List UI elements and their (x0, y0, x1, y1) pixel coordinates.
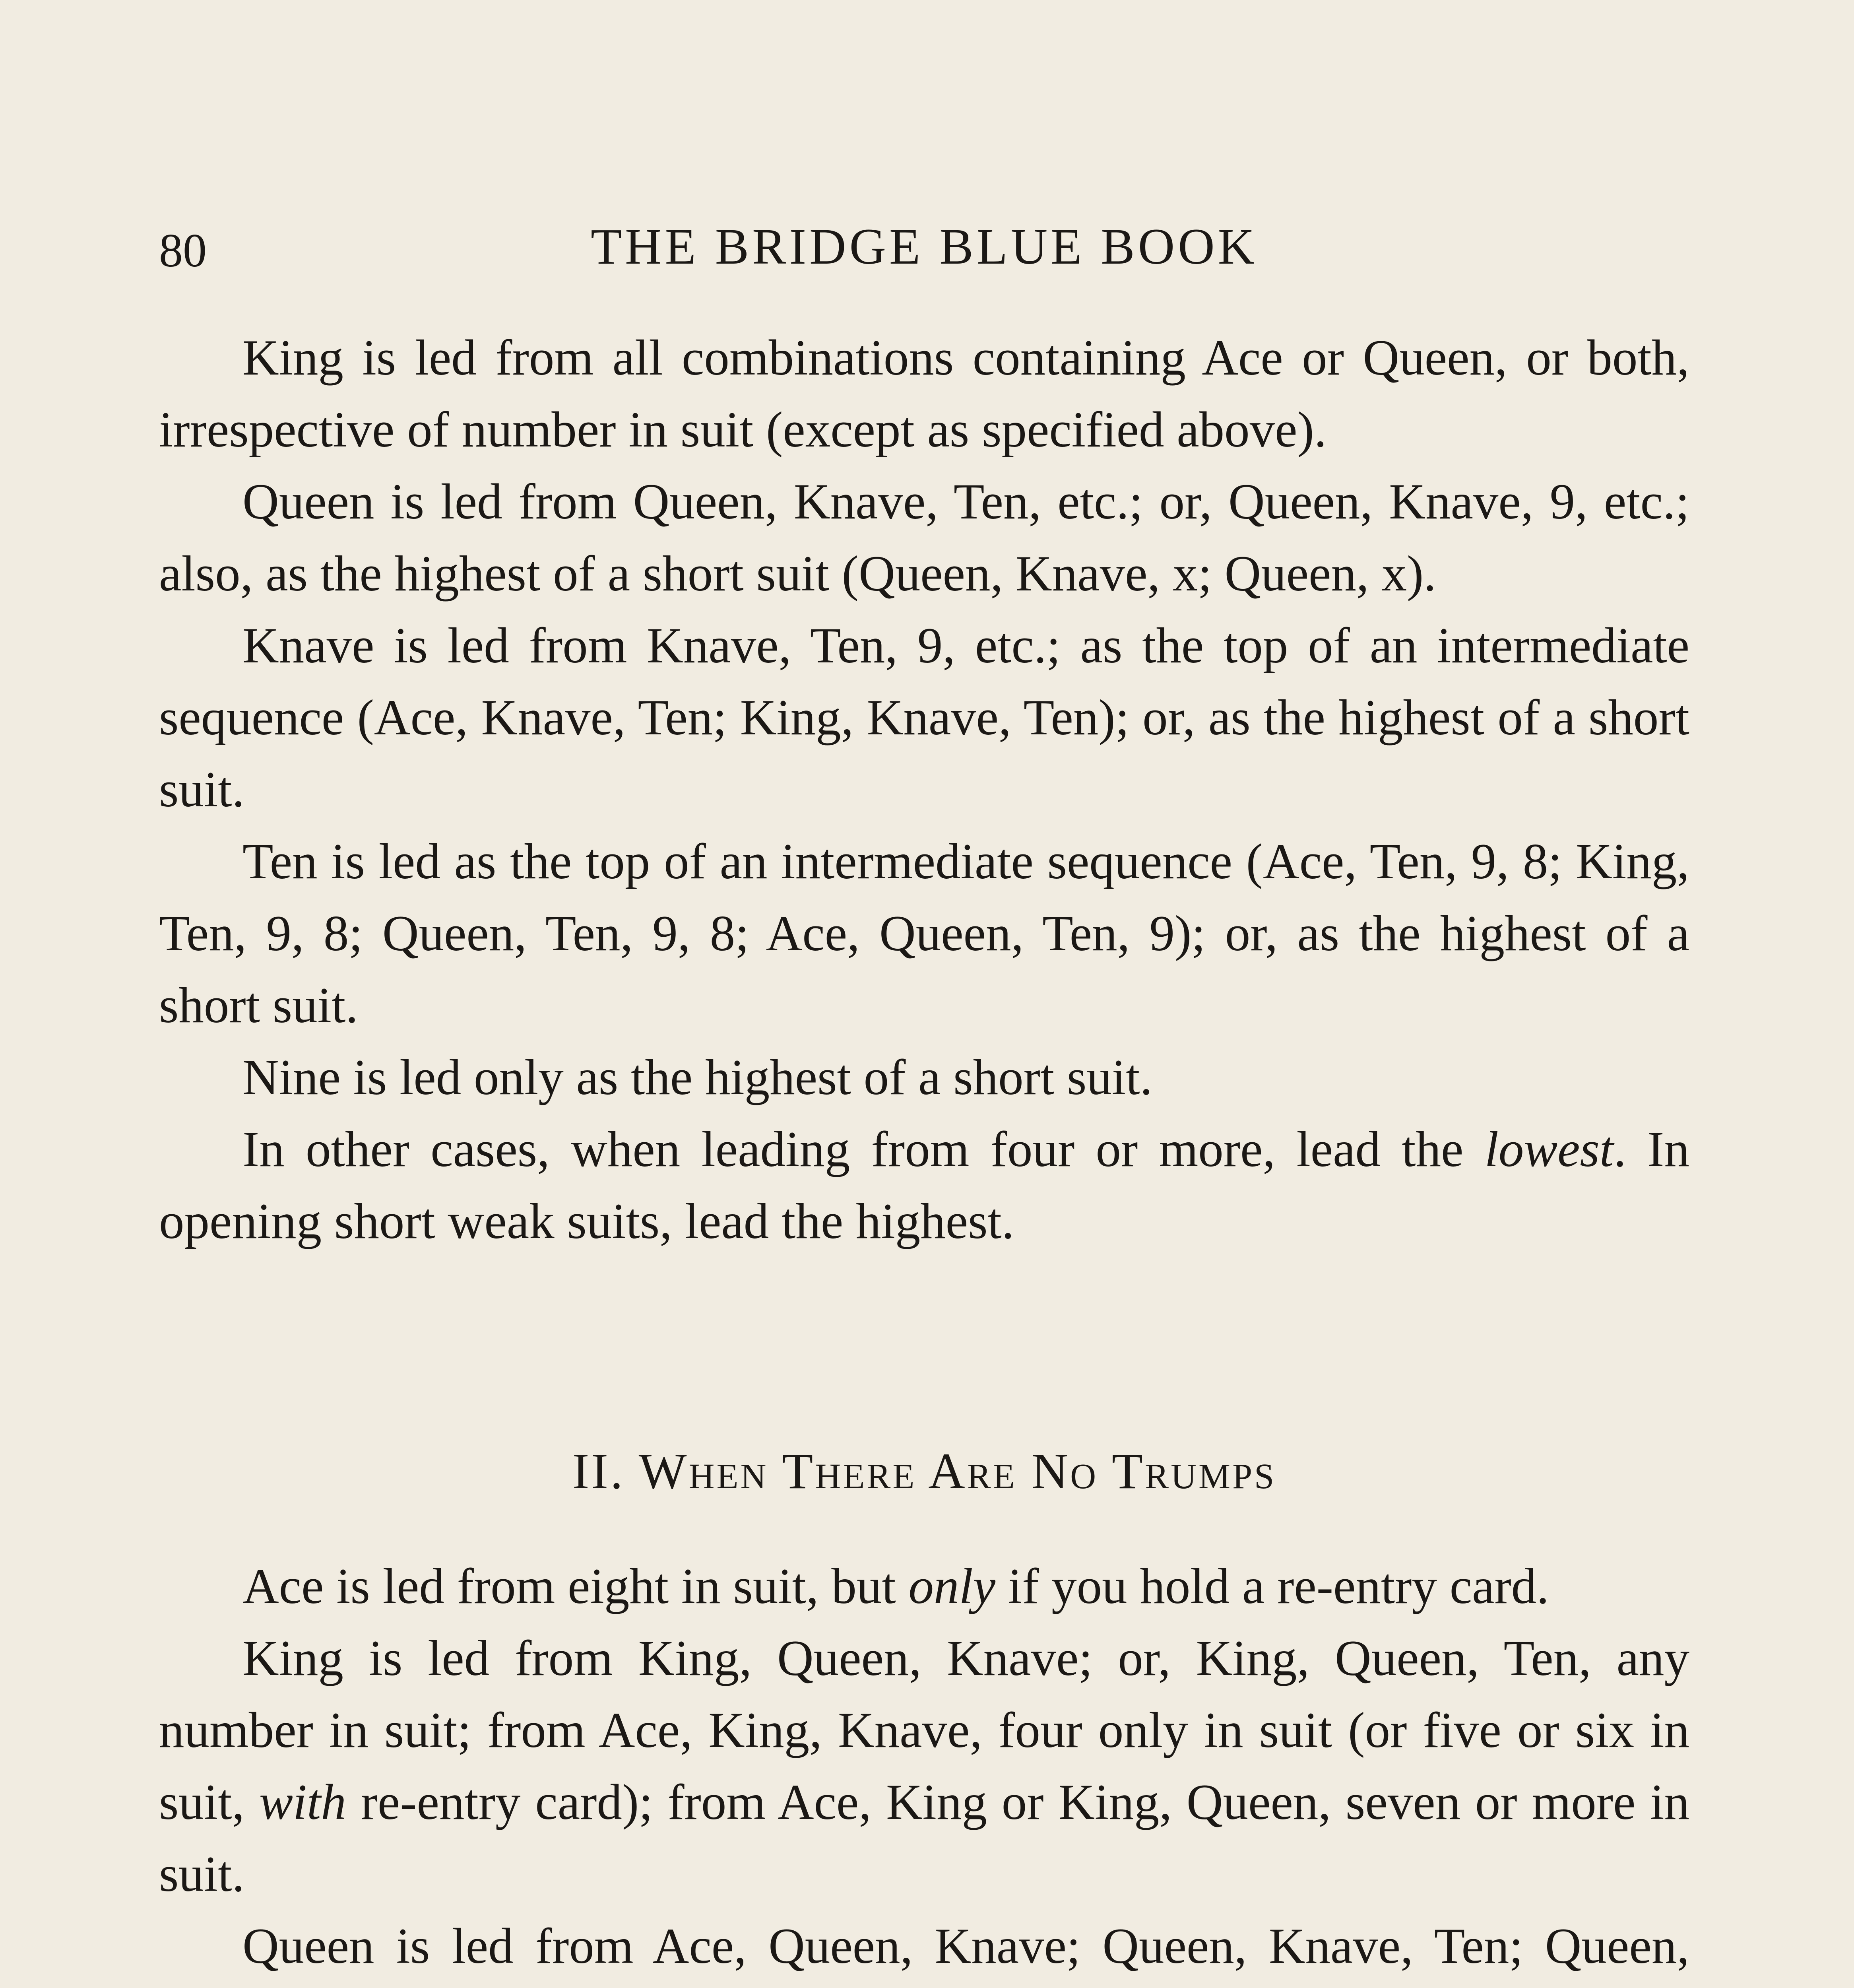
text-run: Queen is led from Ace, Queen, Knave; Queen, Knave, Ten; Queen, (242, 1918, 1689, 1974)
paragraph (159, 466, 1689, 610)
section-heading: II. When There Are No Trumps (572, 1443, 1276, 1499)
paragraph (159, 1114, 1689, 1258)
italic-text: lowest (1484, 1122, 1614, 1177)
paragraph (159, 322, 1689, 466)
paragraph (159, 1910, 1689, 1988)
paragraph (159, 1551, 1689, 1623)
text-run: King is led from King, Queen, Knave; or, King, Queen, Ten, any number in suit; from Ace, King, Knave, four only in suit (or five or six in suit, (159, 1631, 1689, 1830)
text-run: Ten is led as the top of an intermediate sequence (Ace, Ten, 9, 8; King, Ten, 9, 8; Queen, Ten, 9, 8; Ace, Queen, Ten, 9); or, as the highest of a short suit. (159, 834, 1689, 1033)
running-title: THE BRIDGE BLUE BOOK (590, 218, 1258, 275)
text-run: King is led from all combinations containing Ace or Queen, or both, irrespective of number in suit (except as specified above). (159, 330, 1689, 458)
text-run: re-entry card); from Ace, King or King, Queen, seven or more in suit. (159, 1774, 1690, 1902)
section-two-text (159, 1551, 1689, 1988)
paragraph (159, 610, 1689, 826)
text-run: Knave is led from Knave, Ten, 9, etc.; as the top of an intermediate sequence (Ace, Knave, Ten; King, Knave, Ten); or, as the highest of a short suit. (159, 618, 1689, 817)
text-run: Ace is led from eight in suit, but (242, 1559, 909, 1614)
italic-text: only (908, 1559, 996, 1614)
paragraph (159, 826, 1689, 1042)
italic-text: with (259, 1774, 346, 1830)
text-run: In other cases, when leading from four or more, lead the (242, 1122, 1485, 1177)
paragraph (159, 1623, 1689, 1910)
paragraph (159, 1042, 1689, 1114)
text-run: Queen is led from Queen, Knave, Ten, etc.; or, Queen, Knave, 9, etc.; also, as the highest of a short suit (Queen, Knave, x; Queen, x). (159, 474, 1689, 602)
section-one-text (159, 322, 1689, 1258)
page-number: 80 (159, 224, 207, 277)
text-run: Nine is led only as the highest of a short suit. (242, 1050, 1153, 1105)
page-header (159, 207, 1689, 286)
text-run: . In opening short weak suits, lead the highest. (159, 1122, 1689, 1249)
text-run: if you hold a re-entry card. (995, 1559, 1550, 1614)
